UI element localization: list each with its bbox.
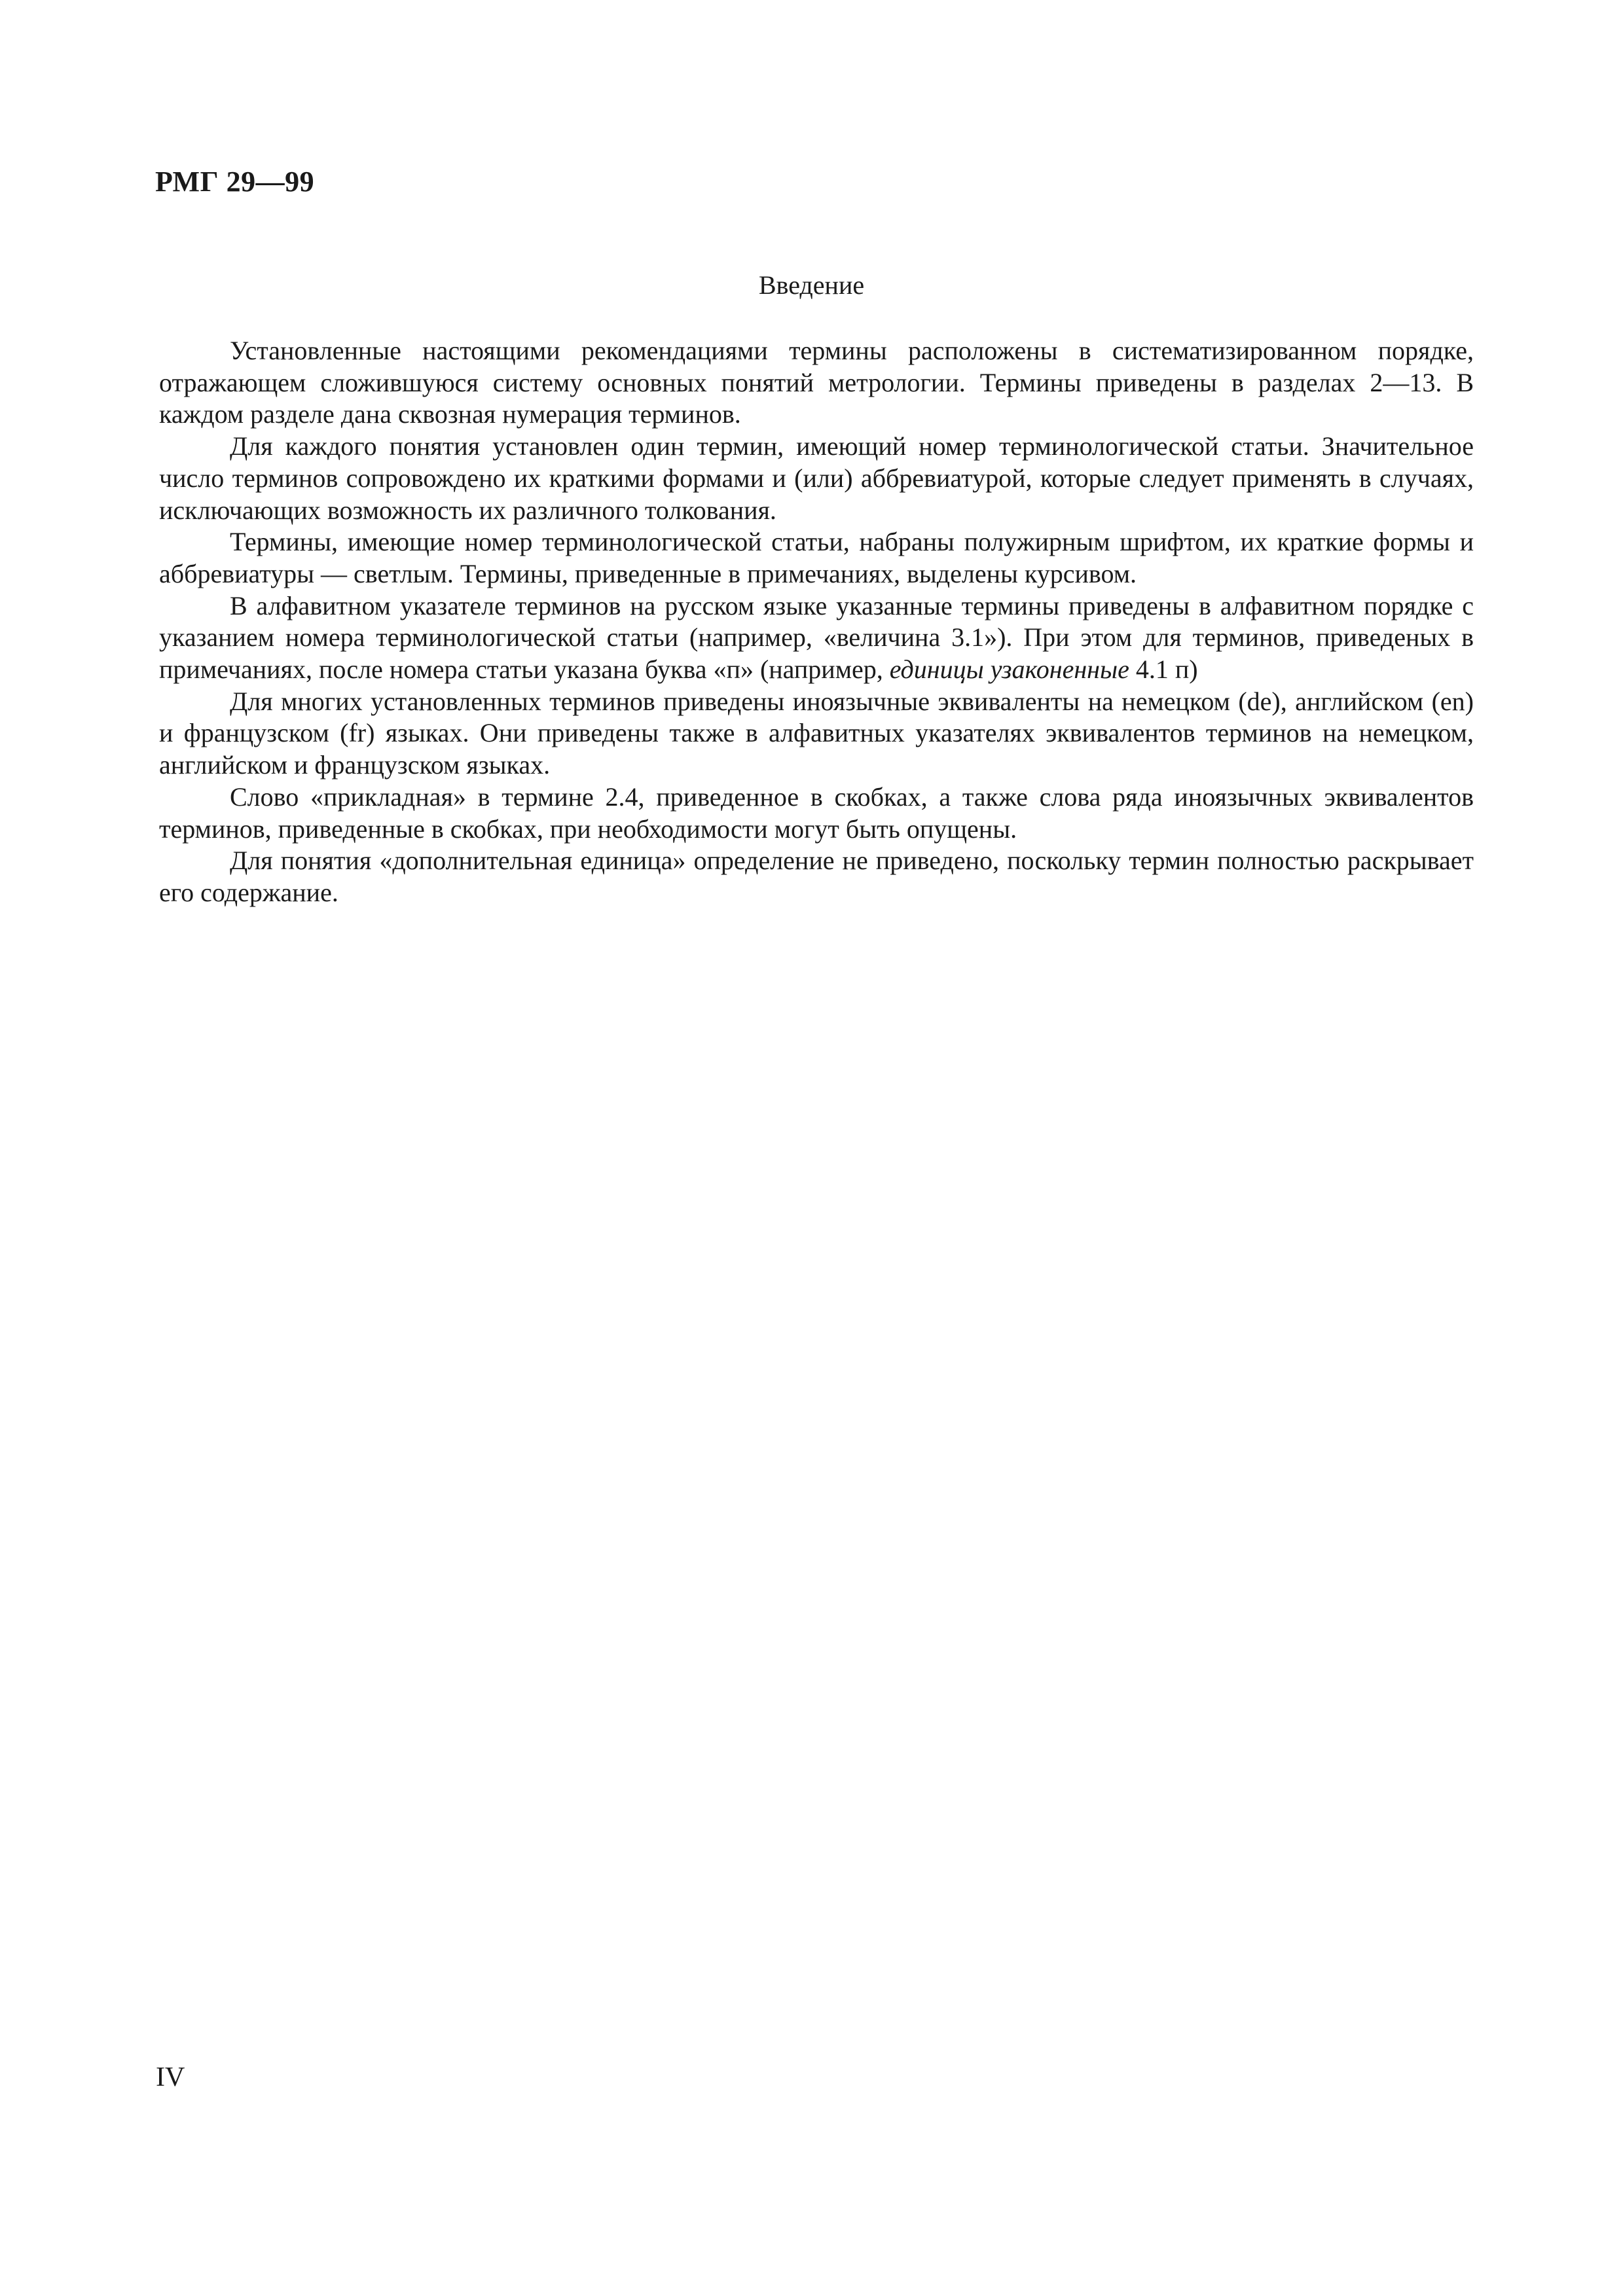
paragraph: Для каждого понятия установлен один термин, имеющий номер терминологической статьи. Значительное число терминов сопровождено их краткими формами и (или) аббревиатурой, которые следует применять в случаях, исключающих возможность их различного толкования.: [159, 431, 1474, 525]
paragraph: Для многих установленных терминов приведены иноязычные эквиваленты на немецком (de), английском (en) и французском (fr) языках. Они приведены также в алфавитных указателях эквивалентов терминов на немецком, английском и французском языках.: [159, 686, 1474, 780]
body-text: [159, 335, 1474, 909]
paragraph: Установленные настоящими рекомендациями термины расположены в систематизированном порядке, отражающем сложившуюся систему основных понятий метрологии. Термины приведены в разделах 2—13. В каждом разделе дана сквозная нумерация терминов.: [159, 336, 1474, 429]
page-number: IV: [156, 2062, 185, 2092]
paragraph: Термины, имеющие номер терминологической статьи, набраны полужирным шрифтом, их краткие формы и аббревиатуры — светлым. Термины, приведенные в примечаниях, выделены курсивом.: [159, 527, 1474, 588]
paragraph-text: В алфавитном указателе терминов на русском языке указанные термины приведены в алфавитном порядке с указанием номера терминологической статьи (например, «величина 3.1»). При этом для терминов, приведеных в примечаниях, после номера статьи указана буква «п» (например,: [159, 590, 1474, 685]
paragraph: Для понятия «дополнительная единица» определение не приведено, поскольку термин полностью раскрывает его содержание.: [159, 846, 1474, 907]
document-code: РМГ 29—99: [155, 166, 315, 198]
paragraph: Слово «прикладная» в термине 2.4, приведенное в скобках, а также слова ряда иноязычных эквивалентов терминов, приведенные в скобках, при необходимости могут быть опущены.: [159, 781, 1474, 844]
paragraph: [159, 590, 1474, 686]
section-title: Введение: [758, 270, 865, 300]
paragraph-text: 4.1 п): [1129, 655, 1198, 685]
example-term-italic: единицы узаконенные: [889, 655, 1129, 685]
